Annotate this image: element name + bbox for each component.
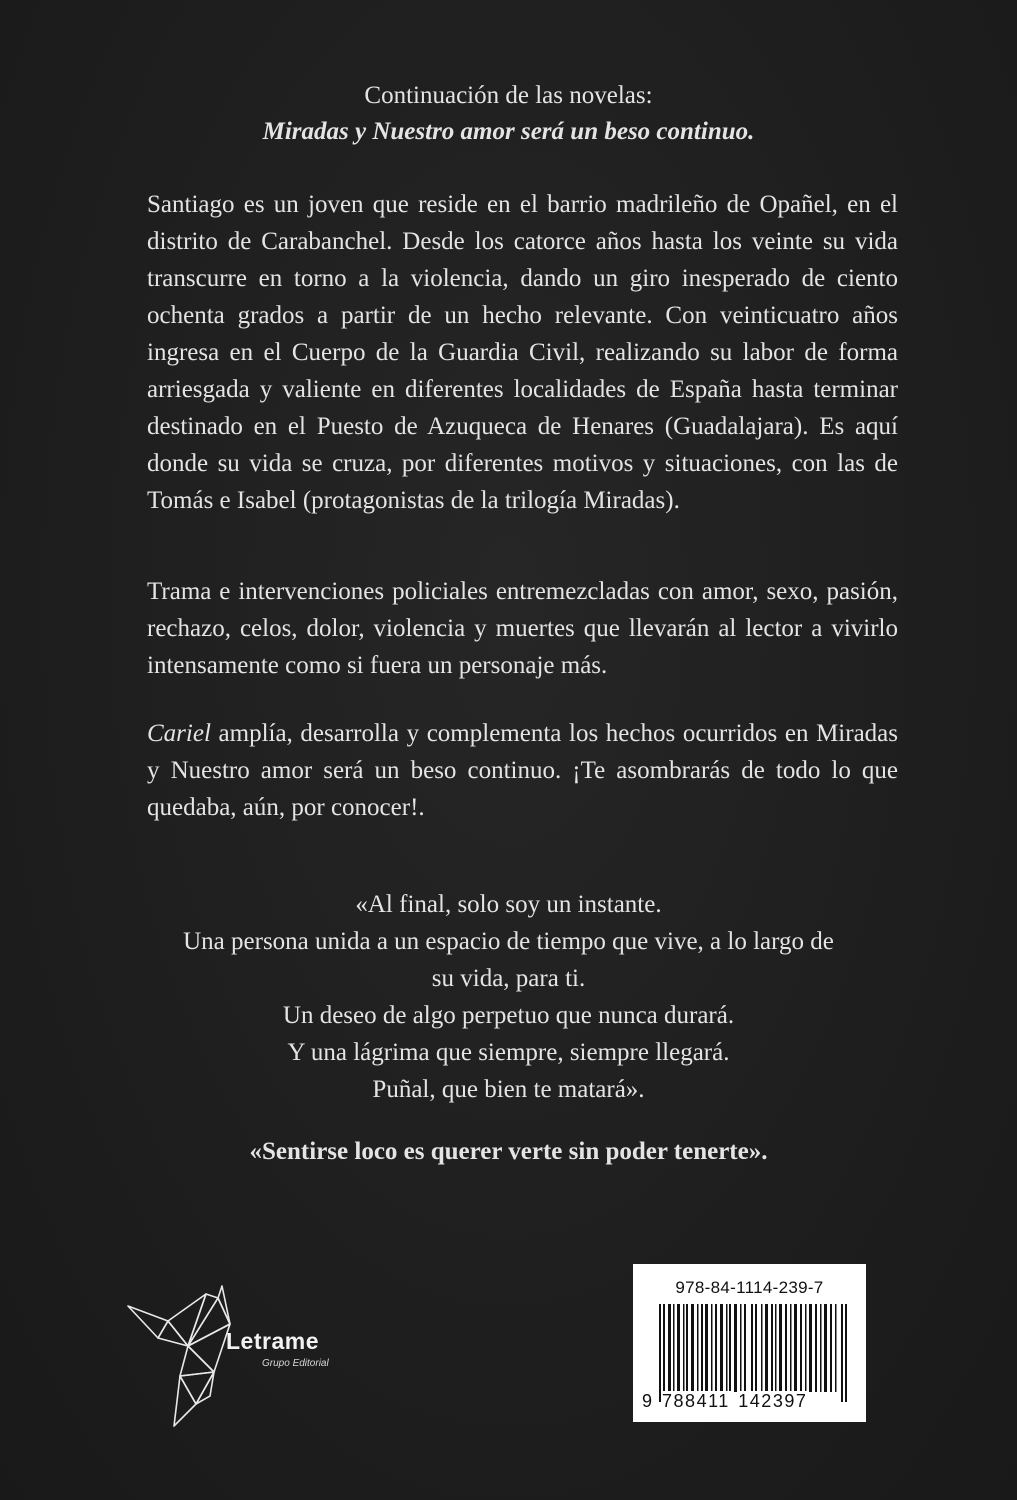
isbn-number: 978-84-1114-239-7 (675, 1278, 824, 1297)
ean-digits (641, 1391, 866, 1412)
synopsis-paragraph: Santiago es un joven que reside en el barrio madrileño de Opañel, en el distrito de Carabanchel. Desde los catorce años hasta los veinte su vida transcurre en torno a la violencia, dando un giro inesperado de ciento ochenta grados a partir de un hecho relevante. Con veinticuatro años ingresa en el Cuerpo de la Guardia Civil, realizando su labor de forma arriesgada y valiente en diferentes localidades de España hasta terminar destinado en el Puesto de Azuqueca de Henares (Guadalajara). Es aquí donde su vida se cruza, por diferentes motivos y situaciones, con las de Tomás e Isabel (protagonistas de la trilogía Miradas). (147, 191, 898, 514)
poem-line: «Al final, solo soy un instante. (355, 891, 662, 918)
publisher-subtitle: Grupo Editorial (262, 1358, 329, 1369)
poem-quote (130, 886, 887, 1108)
poem-line: Puñal, que bien te matará». (372, 1076, 645, 1103)
book-title-cariel: Cariel (147, 720, 211, 747)
ean-first-digit: 9 (642, 1391, 654, 1411)
motto-quote: «Sentirse loco es querer verte sin poder tenerte». (249, 1138, 768, 1165)
origami-bird-icon (118, 1276, 358, 1436)
ean-left-group: 788411 (662, 1391, 730, 1411)
intro-line: Continuación de las novelas: (364, 82, 653, 109)
plot-paragraph: Trama e intervenciones policiales entremezcladas con amor, sexo, pasión, rechazo, celos, dolor, violencia y muertes que llevarán al lector a vivirlo intensamente como si fuera un personaje más. (147, 578, 898, 679)
ean-right-group: 142397 (738, 1391, 808, 1411)
intro-block (130, 78, 887, 150)
poem-line: Una persona unida a un espacio de tiempo que vive, a lo largo de (183, 928, 834, 955)
poem-line: Un deseo de algo perpetuo que nunca durará. (282, 1002, 735, 1029)
poem-line: su vida, para ti. (431, 965, 586, 992)
publisher-name: Letrame (226, 1328, 319, 1354)
barcode-icon (655, 1304, 855, 1404)
barcode-panel (633, 1264, 866, 1422)
intro-books-title: Miradas y Nuestro amor será un beso continuo. (262, 118, 755, 145)
poem-line: Y una lágrima que siempre, siempre llegará. (287, 1039, 730, 1066)
closing-paragraph-text: amplía, desarrolla y complementa los hechos ocurridos en Miradas y Nuestro amor será un beso continuo. ¡Te asombrarás de todo lo que quedaba, aún, por conocer!. (147, 720, 898, 821)
closing-paragraph (147, 715, 898, 826)
